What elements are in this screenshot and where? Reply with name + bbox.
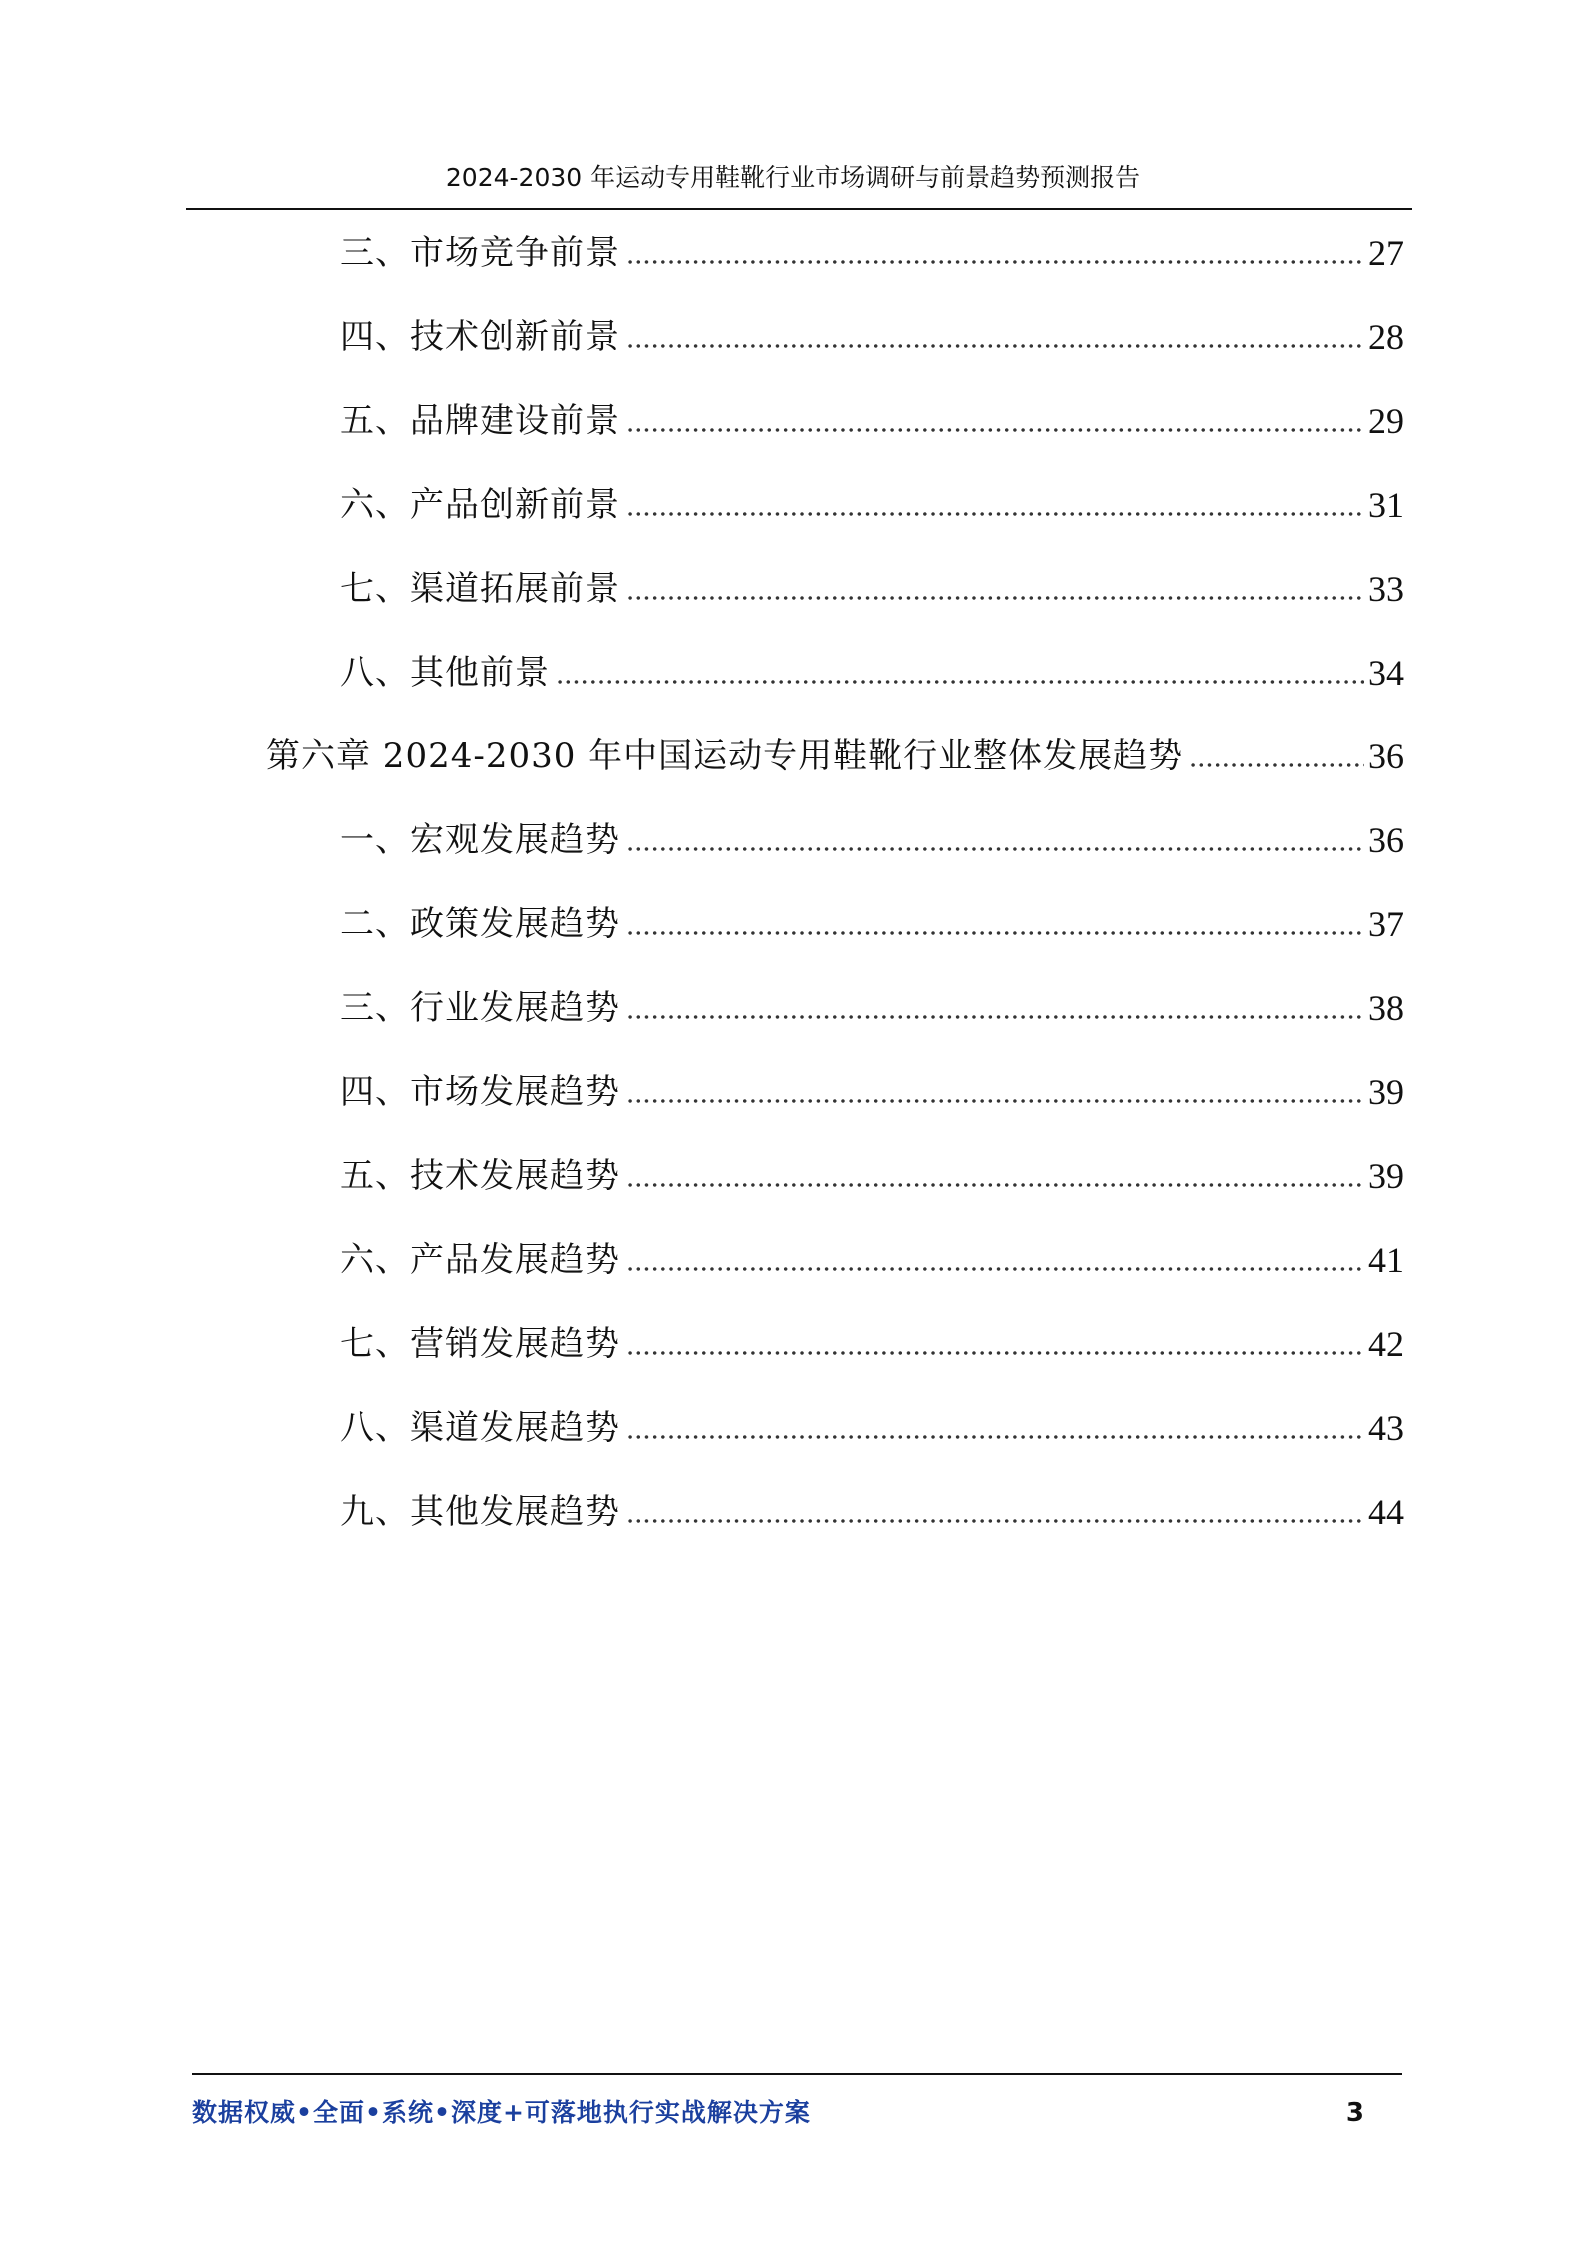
toc-dot-leader <box>626 1096 1364 1106</box>
toc-entry-label: 七、营销发展趋势 <box>340 1323 620 1364</box>
toc-dot-leader <box>626 928 1364 938</box>
toc-section-entry[interactable] <box>340 1405 1404 1451</box>
toc-dot-leader <box>626 1432 1364 1442</box>
toc-entry-page: 37 <box>1368 904 1404 945</box>
toc-section-entry[interactable] <box>340 985 1404 1031</box>
toc-entry-label: 一、宏观发展趋势 <box>340 820 620 861</box>
toc-entry-label: 二、政策发展趋势 <box>340 904 620 945</box>
toc-dot-leader <box>626 844 1364 854</box>
toc-dot-leader <box>626 425 1364 435</box>
toc-section-entry[interactable] <box>340 901 1404 947</box>
toc-entry-label: 七、渠道拓展前景 <box>340 568 620 609</box>
toc-section-entry[interactable] <box>340 650 1404 696</box>
footer-slogan: 数据权威•全面•系统•深度+可落地执行实战解决方案 <box>192 2098 811 2127</box>
toc-entry-label: 八、渠道发展趋势 <box>340 1407 620 1448</box>
toc-entry-page: 38 <box>1368 988 1404 1029</box>
toc-section-entry[interactable] <box>340 314 1404 360</box>
toc-dot-leader <box>626 1180 1364 1190</box>
toc-dot-leader <box>626 1348 1364 1358</box>
toc-section-entry[interactable] <box>340 566 1404 612</box>
toc-entry-page: 36 <box>1368 736 1404 777</box>
toc-entry-page: 34 <box>1368 652 1404 693</box>
toc-section-entry[interactable] <box>340 1489 1404 1535</box>
toc-entry-label: 九、其他发展趋势 <box>340 1491 620 1532</box>
toc-entry-page: 31 <box>1368 484 1404 525</box>
toc-entry-label: 六、产品创新前景 <box>340 484 620 525</box>
footer-divider <box>192 2073 1402 2075</box>
toc-dot-leader <box>626 593 1364 603</box>
toc-entry-page: 36 <box>1368 820 1404 861</box>
toc-section-entry[interactable] <box>340 817 1404 863</box>
toc-entry-label: 第六章 2024-2030 年中国运动专用鞋靴行业整体发展趋势 <box>266 736 1184 777</box>
toc-entry-page: 41 <box>1368 1239 1404 1280</box>
toc-entry-label: 五、品牌建设前景 <box>340 400 620 441</box>
toc-dot-leader <box>556 677 1364 687</box>
toc-dot-leader <box>1189 760 1364 770</box>
toc-entry-page: 39 <box>1368 1072 1404 1112</box>
page-number: 3 <box>1345 2098 1364 2128</box>
toc-entry-label: 六、产品发展趋势 <box>340 1239 620 1280</box>
toc-section-entry[interactable] <box>340 398 1404 444</box>
toc-entry-page: 29 <box>1368 400 1404 441</box>
toc-entry-label: 三、行业发展趋势 <box>340 988 620 1029</box>
toc-entry-page: 44 <box>1368 1491 1404 1532</box>
toc-dot-leader <box>626 1012 1364 1022</box>
toc-dot-leader <box>626 1264 1364 1274</box>
toc-entry-label: 三、市场竞争前景 <box>340 233 620 273</box>
toc-section-entry[interactable] <box>340 1321 1404 1367</box>
toc-section-entry[interactable] <box>340 482 1404 528</box>
toc-entry-page: 28 <box>1368 316 1404 357</box>
report-title: 2024-2030 年运动专用鞋靴行业市场调研与前景趋势预测报告 <box>445 163 1141 192</box>
toc-entry-page: 39 <box>1368 1155 1404 1196</box>
toc-section-entry[interactable] <box>340 1153 1404 1199</box>
toc-section-entry[interactable] <box>340 230 1404 276</box>
toc-entry-page: 43 <box>1368 1407 1404 1448</box>
toc-entry-label: 八、其他前景 <box>340 652 550 693</box>
toc-dot-leader <box>626 509 1364 519</box>
toc-entry-label: 四、技术创新前景 <box>340 316 620 357</box>
toc-chapter-entry[interactable] <box>266 733 1404 779</box>
toc-entry-page: 33 <box>1368 568 1404 609</box>
toc-entry-page: 27 <box>1368 233 1404 273</box>
toc-dot-leader <box>626 1516 1364 1526</box>
toc-entry-label: 五、技术发展趋势 <box>340 1155 620 1196</box>
toc-entry-label: 四、市场发展趋势 <box>340 1072 620 1112</box>
toc-entry-page: 42 <box>1368 1323 1404 1364</box>
toc-dot-leader <box>626 341 1364 351</box>
toc-section-entry[interactable] <box>340 1069 1404 1115</box>
toc-dot-leader <box>626 257 1364 267</box>
toc-section-entry[interactable] <box>340 1237 1404 1283</box>
